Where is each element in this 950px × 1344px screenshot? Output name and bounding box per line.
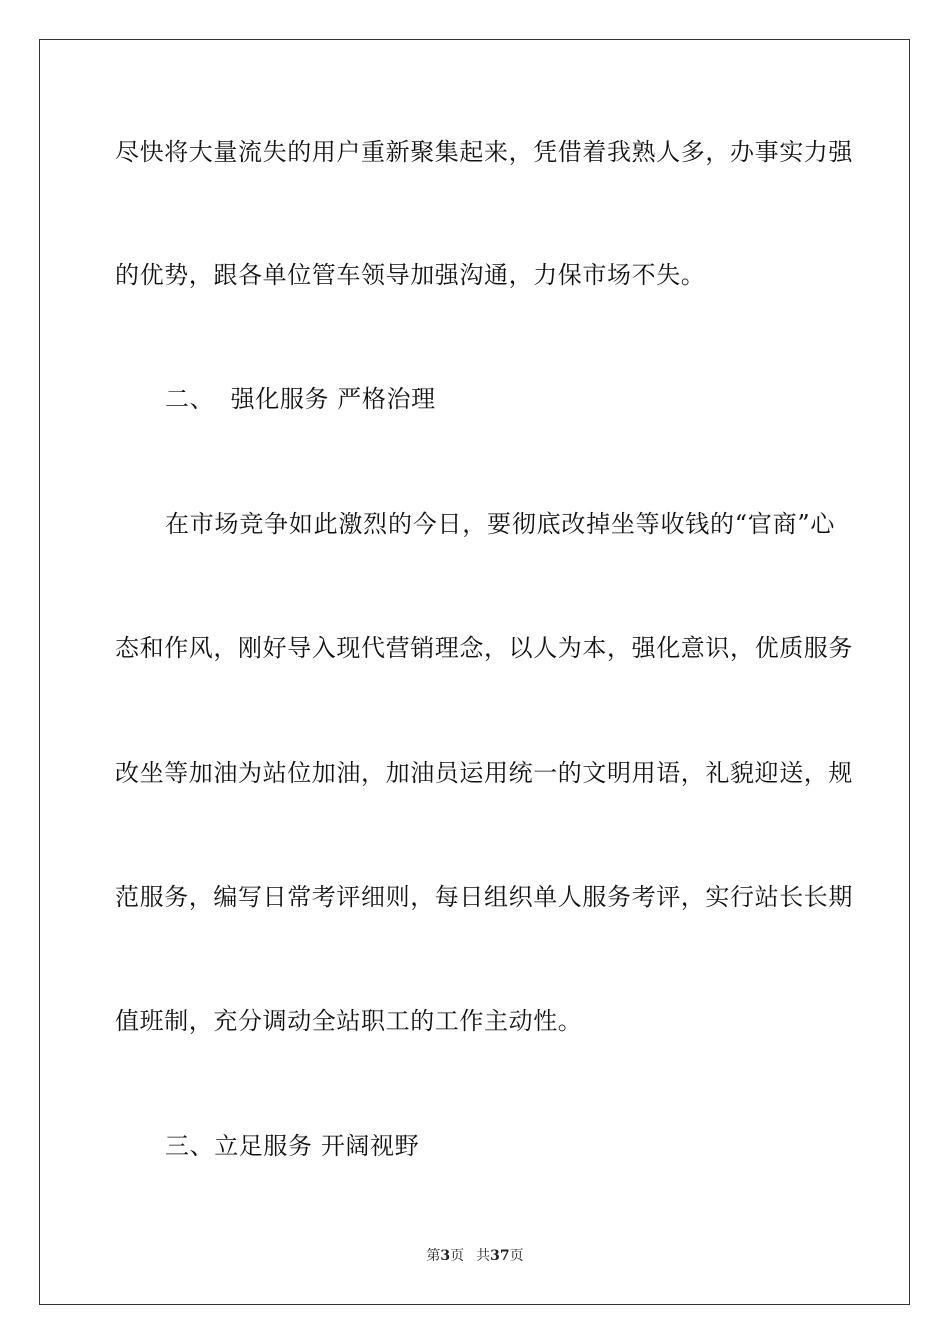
paragraph-line-3: 在市场竞争如此激烈的今日，要彻底改掉坐等收钱的“官商”心 [165,510,835,538]
footer-page-current: 3 [440,1248,451,1264]
footer-page-total: 37 [490,1248,510,1264]
paragraph-line-4: 态和作风，刚好导入现代营销理念，以人为本，强化意识，优质服务 [115,634,853,662]
footer-total-prefix: 共 [476,1248,491,1264]
paragraph-line-5: 改坐等加油为站位加油，加油员运用统一的文明用语，礼貌迎送，规 [115,759,853,787]
section-heading-3: 三、立足服务 开阔视野 [165,1132,420,1160]
paragraph-line-6: 范服务，编写日常考评细则，每日组织单人服务考评，实行站长长期 [115,883,853,911]
footer-page-prefix: 第 [426,1248,441,1264]
footer-total-suffix: 页 [509,1248,524,1264]
page-footer [0,1247,950,1265]
page-border [39,39,910,1305]
paragraph-line-2: 的优势，跟各单位管车领导加强沟通，力保市场不失。 [115,261,706,289]
paragraph-line-7: 值班制，充分调动全站职工的工作主动性。 [115,1007,583,1035]
section-heading-2: 二、 强化服务 严格治理 [165,385,436,413]
footer-page-suffix: 页 [450,1248,465,1264]
paragraph-line-1: 尽快将大量流失的用户重新聚集起来，凭借着我熟人多，办事实力强 [115,138,853,166]
